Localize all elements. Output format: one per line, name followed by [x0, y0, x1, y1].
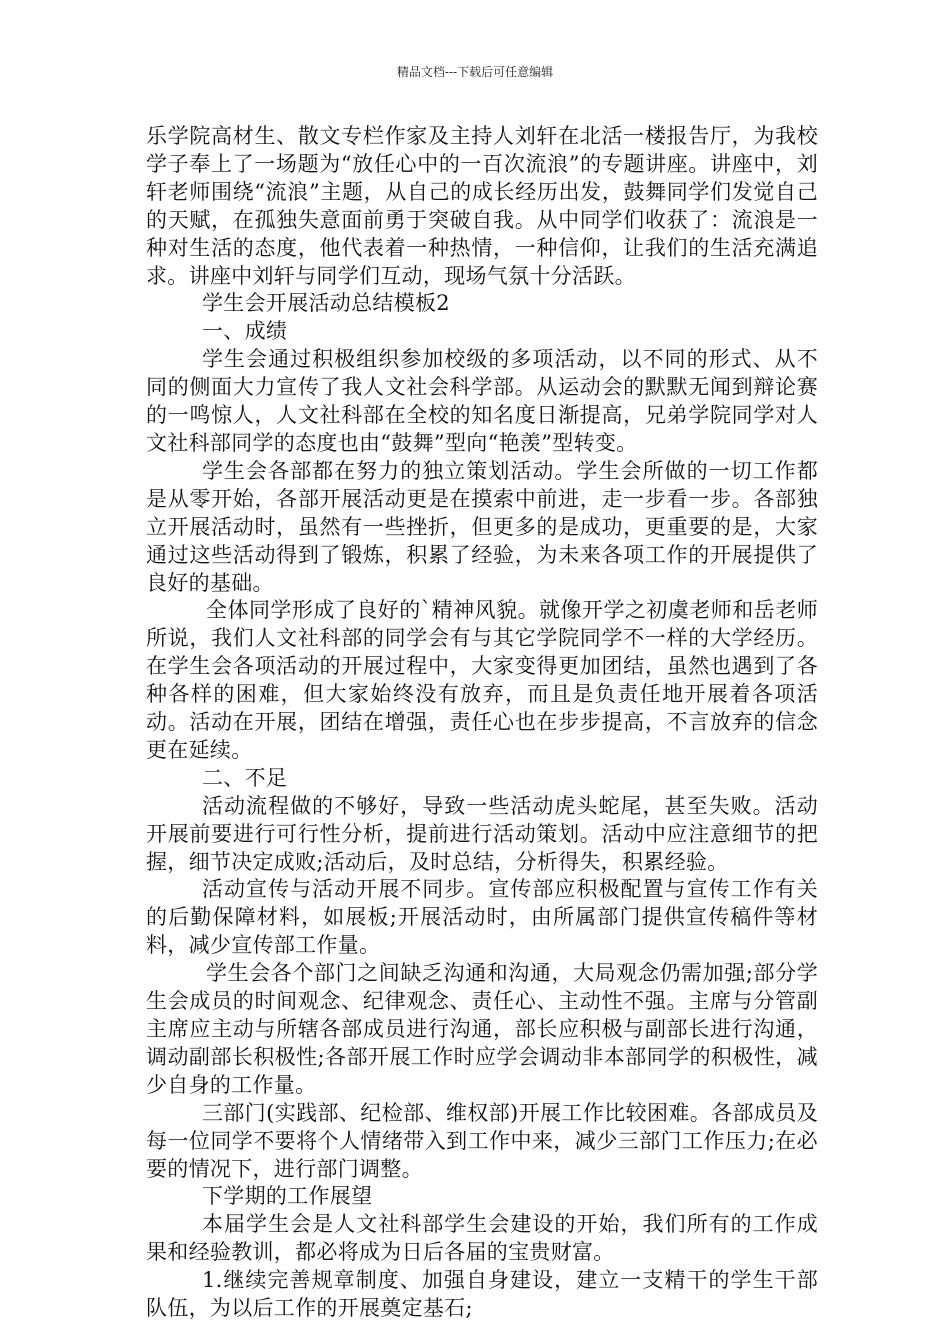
paragraph-outlook-1: 本届学生会是人文社科部学生会建设的开始，我们所有的工作成果和经验教训，都必将成为日后各届的宝贵财富。 [146, 1212, 818, 1265]
heading-shortcomings: 二、不足 [202, 765, 288, 790]
heading-achievements: 一、成绩 [202, 319, 288, 344]
paragraph-shortcomings-3: 学生会各个部门之间缺乏沟通和沟通，大局观念仍需加强;部分学生会成员的时间观念、纪律观念、责任心、主动性不强。主席与分管副主席应主动与所辖各部成员进行沟通，部长应积极与副部长进行沟通，调动副部长积极性;各部开展工作时应学会调动非本部同学的积极性，减少自身的工作量。 [146, 961, 818, 1097]
page-header: 精品文档---下载后可任意编辑 [396, 65, 554, 79]
paragraph-lecture-continuation: 乐学院高材生、散文专栏作家及主持人刘轩在北活一楼报告厅，为我校学子奉上了一场题为“放任心中的一百次流浪”的专题讲座。讲座中，刘轩老师围绕“流浪”主题，从自己的成长经历出发，鼓舞同学们发觉自己的天赋，在孤独失意面前勇于突破自我。从中同学们收获了：流浪是一种对生活的态度，他代表着一种热情，一种信仰，让我们的生活充满追求。讲座中刘轩与同学们互动，现场气氛十分活跃。 [146, 124, 818, 288]
paragraph-outlook-2: 1.继续完善规章制度、加强自身建设，建立一支精干的学生干部队伍，为以后工作的开展奠定基石; [146, 1268, 818, 1321]
heading-outlook: 下学期的工作展望 [202, 1184, 373, 1209]
paragraph-achievements-3: 全体同学形成了良好的`精神风貌。就像开学之初虞老师和岳老师所说，我们人文社科部的同学会有与其它学院同学不一样的大学经历。在学生会各项活动的开展过程中，大家变得更加团结，虽然也遇到了各种各样的困难，但大家始终没有放弃，而且是负责任地开展着各项活动。活动在开展，团结在增强，责任心也在步步提高，不言放弃的信念更在延续。 [146, 598, 818, 762]
paragraph-shortcomings-2: 活动宣传与活动开展不同步。宣传部应积极配置与宣传工作有关的后勤保障材料，如展板;开展活动时，由所属部门提供宣传稿件等材料，减少宣传部工作量。 [146, 877, 818, 958]
paragraph-shortcomings-1: 活动流程做的不够好，导致一些活动虎头蛇尾，甚至失败。活动开展前要进行可行性分析，提前进行活动策划。活动中应注意细节的把握，细节决定成败;活动后，及时总结，分析得失，积累经验。 [146, 793, 818, 874]
paragraph-achievements-1: 学生会通过积极组织参加校级的多项活动，以不同的形式、从不同的侧面大力宣传了我人文社会科学部。从运动会的默默无闻到辩论赛的一鸣惊人，人文社科部在全校的知名度日渐提高，兄弟学院同学对人文社科部同学的态度也由“鼓舞”型向“艳羡”型转变。 [146, 347, 818, 455]
section-title: 学生会开展活动总结模板2 [202, 291, 450, 316]
paragraph-shortcomings-4: 三部门(实践部、纪检部、维权部)开展工作比较困难。各部成员及每一位同学不要将个人情绪带入到工作中来，减少三部门工作压力;在必要的情况下，进行部门调整。 [146, 1100, 818, 1181]
document-body [146, 123, 818, 1323]
paragraph-achievements-2: 学生会各部都在努力的独立策划活动。学生会所做的一切工作都是从零开始，各部开展活动更是在摸索中前进，走一步看一步。各部独立开展活动时，虽然有一些挫折，但更多的是成功，更重要的是，大家通过这些活动得到了锻炼，积累了经验，为未来各项工作的开展提供了良好的基础。 [146, 458, 818, 595]
